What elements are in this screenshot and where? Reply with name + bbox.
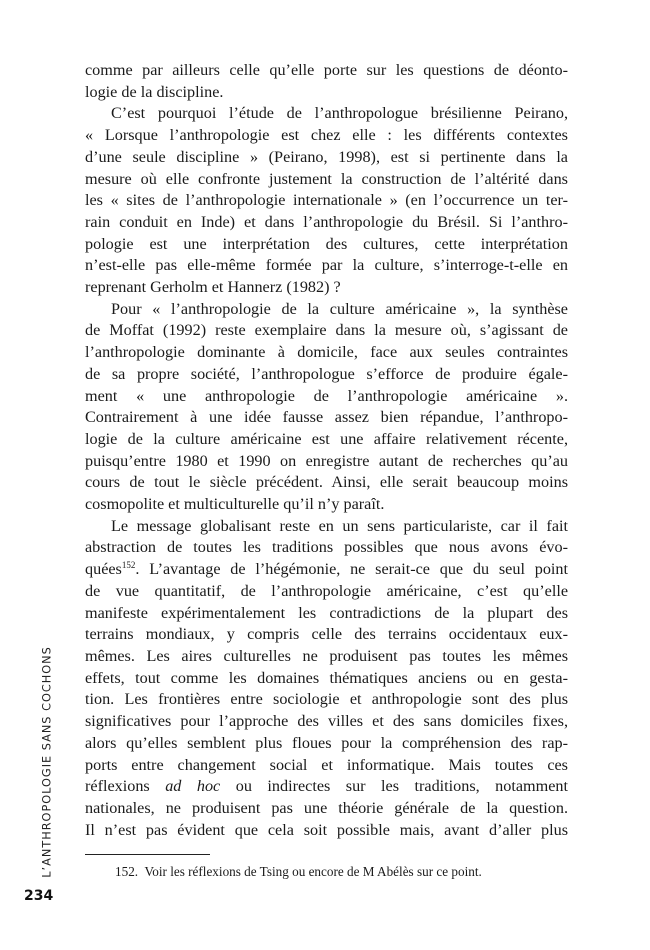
book-title: L’ANTHROPOLOGIE SANS COCHONS <box>40 646 54 878</box>
text-line: alors qu’elles semblent plus floues pour la compréhension des rap- <box>85 733 568 752</box>
text-line: manifeste expérimentalement les contradictions de la plupart des <box>85 603 568 622</box>
text-line: cosmopolite et multiculturelle qu’il n’y paraît. <box>85 495 385 514</box>
line-end: ou indirectes sur les traditions, notamment <box>220 777 568 796</box>
text-line: logie de la culture américaine est une affaire relativement récente, <box>85 429 568 448</box>
line-end: . L’avantage de l’hégémonie, ne serait-ce que du seul point <box>135 560 568 579</box>
text-line: rain conduit en Inde) et dans l’anthropologie du Brésil. Si l’anthro- <box>85 212 568 231</box>
text-line: pologie est une interprétation des cultures, cette interprétation <box>85 234 568 253</box>
text-line <box>85 559 568 581</box>
text-line: de vue quantitatif, de l’anthropologie américaine, c’est qu’elle <box>85 581 568 600</box>
paragraph-first-line: C’est pourquoi l’étude de l’anthropologue brésilienne Peirano, <box>111 104 568 123</box>
text-line: abstraction de toutes les traditions possibles que nous avons évo- <box>85 538 568 557</box>
text-line: reprenant Gerholm et Hannerz (1982) ? <box>85 278 341 297</box>
text-line: nationales, ne produisent pas une théorie générale de la question. <box>85 798 568 817</box>
line-start: réflexions <box>85 777 166 796</box>
text-line: mêmes. Les aires culturelles ne produisent pas toutes les mêmes <box>85 646 568 665</box>
page-number: 234 <box>24 888 54 904</box>
text-line: de sa propre société, l’anthropologue s’efforce de produire égale- <box>85 364 568 383</box>
text-line: logie de la discipline. <box>85 82 224 101</box>
body-text <box>85 60 568 841</box>
text-line: Contrairement à une idée fausse assez bien répandue, l’anthropo- <box>85 408 568 427</box>
text-line: puisqu’entre 1980 et 1990 on enregistre autant de recherches qu’au <box>85 451 568 470</box>
text-line: ports entre changement social et informatique. Mais toutes ces <box>85 755 568 774</box>
text-line: tion. Les frontières entre sociologie et anthropologie sont des plus <box>85 690 568 709</box>
text-line: significatives pour l’approche des villes et des sans domiciles fixes, <box>85 712 568 731</box>
text-line: effets, tout comme les domaines thématiques anciens ou en gesta- <box>85 668 568 687</box>
paragraph-first-line: Le message globalisant reste en un sens particulariste, car il fait <box>111 516 568 535</box>
text-line: cours de tout le siècle précédent. Ainsi, elle serait beaucoup moins <box>85 473 568 492</box>
footnote-text: Voir les réflexions de Tsing ou encore de M Abélès sur ce point. <box>144 864 482 879</box>
text-line: d’une seule discipline » (Peirano, 1998), est si pertinente dans la <box>85 147 568 166</box>
text-line: de Moffat (1992) reste exemplaire dans la mesure où, s’agissant de <box>85 321 568 340</box>
text-line: « Lorsque l’anthropologie est chez elle : les différents contextes <box>85 126 568 145</box>
text-line: mesure où elle confronte justement la construction de l’altérité dans <box>85 169 568 188</box>
text-line: ment « une anthropologie de l’anthropologie américaine ». <box>85 386 568 405</box>
footnote-separator <box>85 854 210 855</box>
text-line: les « sites de l’anthropologie internationale » (en l’occurrence un ter- <box>85 191 568 210</box>
paragraph-first-line: Pour « l’anthropologie de la culture américaine », la synthèse <box>111 299 568 318</box>
footnote-ref[interactable]: 152 <box>121 560 136 571</box>
text-line: Il n’est pas évident que cela soit possible mais, avant d’aller plus <box>85 820 568 839</box>
footnote-number: 152. <box>115 864 139 879</box>
text-line: comme par ailleurs celle qu’elle porte sur les questions de déonto- <box>85 61 568 79</box>
footnote <box>115 863 575 881</box>
text-line <box>85 776 568 798</box>
italic-term: ad hoc <box>165 777 221 796</box>
text-line: l’anthropologie dominante à domicile, face aux seules contraintes <box>85 343 568 362</box>
text-line: terrains mondiaux, y compris celle des terrains occidentaux eux- <box>85 625 568 644</box>
line-start: quées <box>85 560 122 579</box>
text-line: n’est-elle pas elle-même formée par la culture, s’interroge-t-elle en <box>85 256 568 275</box>
